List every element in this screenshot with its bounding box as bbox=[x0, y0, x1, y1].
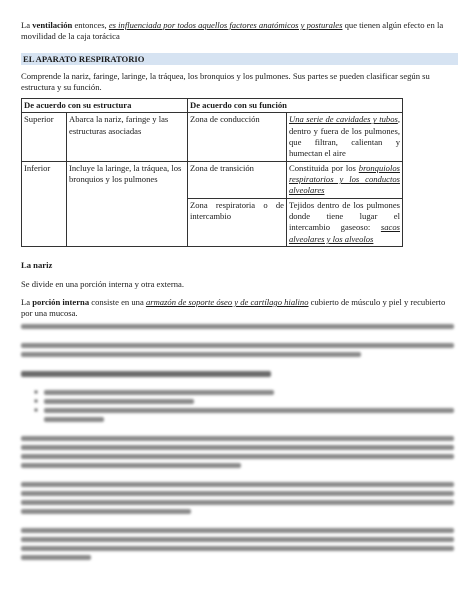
table-cell: Superior bbox=[22, 113, 67, 161]
section-description: Comprende la nariz, faringe, laringe, la tráquea, los bronquios y los pulmones. Sus partes se pueden clasificar según su estructura y su función. bbox=[21, 71, 430, 93]
intro-text: La bbox=[21, 20, 33, 30]
text: La bbox=[21, 297, 33, 307]
cell-text: Tejidos dentro de los pulmones donde tiene lugar el intercambio gaseoso: bbox=[289, 199, 400, 233]
bold-term: porción interna bbox=[32, 297, 90, 307]
underlined-term: bronquiolos respiratorios y los conductos alveolares bbox=[289, 162, 400, 196]
text: cubierto de músculo y piel y recubierto por una mucosa. bbox=[21, 297, 446, 319]
section-heading: EL APARATO RESPIRATORIO bbox=[21, 53, 458, 65]
cell-text: Constituida por los bbox=[289, 162, 359, 173]
intro-text-mid: entonces, bbox=[72, 20, 109, 30]
intro-bold-term: ventilación bbox=[32, 20, 73, 30]
underlined-phrase: armazón de soporte óseo y de cartílago hialino bbox=[145, 297, 309, 307]
underlined-term: Una serie de cavidades y tubos bbox=[289, 114, 398, 125]
table-cell: Inferior bbox=[22, 161, 67, 246]
intro-underlined-phrase: es influenciada por todos aquellos factores anatómicos y posturales bbox=[108, 20, 343, 30]
cell-text: , dentro y fuera de los pulmones, que filtran, calientan y humectan el aire bbox=[289, 114, 400, 159]
table-header-structure: De acuerdo con su estructura bbox=[22, 99, 188, 113]
table-cell: Abarca la nariz, faringe y las estructuras asociadas bbox=[67, 113, 188, 161]
table-cell: Zona de conducción bbox=[188, 113, 287, 161]
underlined-term: sacos alveolares y los alveolos bbox=[289, 222, 400, 244]
table-cell: Zona de transición bbox=[188, 161, 287, 198]
table-cell: Incluye la laringe, la tráquea, los bronquios y los pulmones bbox=[67, 161, 188, 246]
table-cell: Zona respiratoria o de intercambio bbox=[188, 198, 287, 246]
nariz-paragraph-1: Se divide en una porción interna y otra externa. bbox=[21, 279, 184, 289]
intro-text-end: que tienen algún efecto en la movilidad de la caja torácica bbox=[21, 20, 444, 42]
subheading-nariz: La nariz bbox=[21, 260, 53, 270]
text: consiste en una bbox=[89, 297, 146, 307]
table-header-function: De acuerdo con su función bbox=[188, 99, 403, 113]
